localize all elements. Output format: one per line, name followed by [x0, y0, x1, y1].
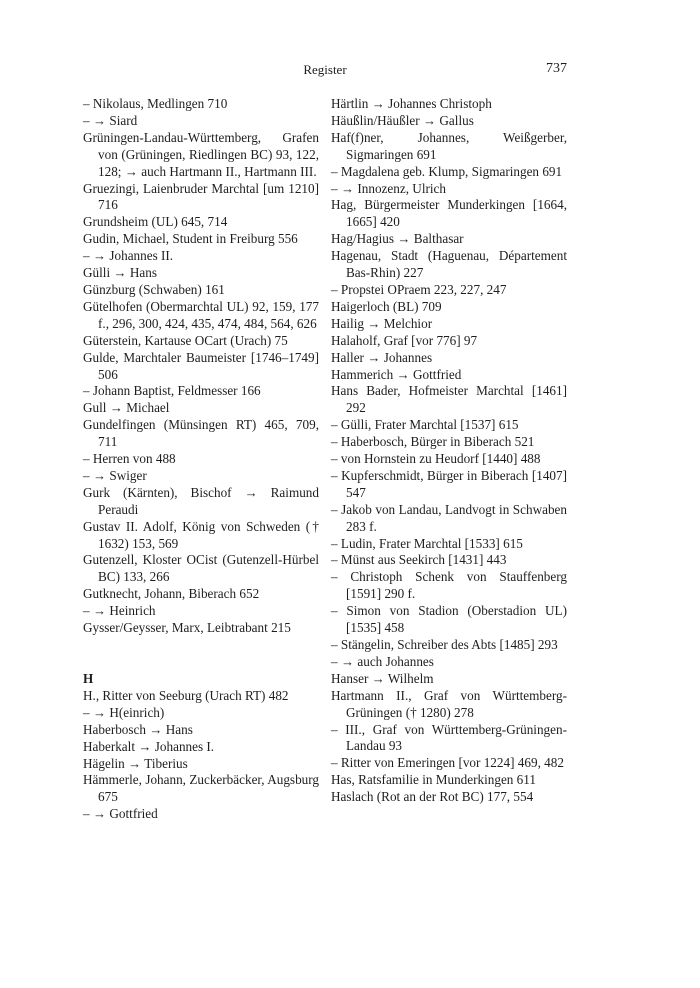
index-entry: – → auch Johannes: [331, 653, 434, 669]
index-entry: – → Johannes II.: [83, 248, 174, 264]
index-entry: Hans Bader, Hofmeister Marchtal [1461] 292: [331, 383, 567, 416]
index-entry: Grundsheim (UL) 645, 714: [83, 214, 228, 230]
index-entry: – Simon von Stadion (Oberstadion UL) [1535] 458: [331, 603, 567, 636]
page-number: 737: [546, 61, 567, 76]
running-head-title: Register: [303, 62, 347, 77]
index-entry: Härtlin → Johannes Christoph: [331, 96, 492, 111]
index-entry: – Nikolaus, Medlingen 710: [83, 96, 228, 111]
index-entry: Gysser/Geysser, Marx, Leibtrabant 215: [83, 620, 291, 636]
index-entry: Has, Ratsfamilie in Munderkingen 611: [331, 772, 536, 788]
index-column-left: [83, 96, 319, 823]
index-entry: Gütelhofen (Obermarchtal UL) 92, 159, 177 f., 296, 300, 424, 435, 474, 484, 564, 626: [83, 298, 319, 331]
index-entry: – Ludin, Frater Marchtal [1533] 615: [331, 535, 523, 551]
index-entry: H., Ritter von Seeburg (Urach RT) 482: [83, 687, 289, 703]
index-entry: Günzburg (Schwaben) 161: [83, 281, 225, 297]
index-entry: – Kupferschmidt, Bürger in Biberach [1407] 547: [331, 467, 567, 500]
index-entry: Haf(f)ner, Johannes, Weißgerber, Sigmaringen 691: [331, 129, 567, 162]
index-entry: – → Gottfried: [83, 806, 158, 822]
index-entry: Hailig → Melchior: [331, 315, 433, 331]
index-entry: Gutknecht, Johann, Biberach 652: [83, 586, 260, 602]
index-entry: – → Heinrich: [83, 603, 156, 619]
index-entry: Hag/Hagius → Balthasar: [331, 231, 464, 247]
index-entry: Hartmann II., Graf von Württemberg-Grüningen († 1280) 278: [331, 687, 567, 720]
index-column-right: [331, 96, 567, 806]
index-entry: Gurk (Kärnten), Bischof → Raimund Peraudi: [83, 484, 319, 517]
index-entry: Güterstein, Kartause OCart (Urach) 75: [83, 332, 288, 348]
index-entry: – Magdalena geb. Klump, Sigmaringen 691: [331, 163, 563, 179]
index-entry: – Stängelin, Schreiber des Abts [1485] 293: [331, 637, 558, 652]
index-entry: Haller → Johannes: [331, 349, 433, 365]
index-entry: – Herren von 488: [83, 451, 176, 467]
index-entry: – III., Graf von Württemberg-Grüningen-Landau 93: [331, 721, 567, 754]
index-entry: Gudin, Michael, Student in Freiburg 556: [83, 231, 298, 247]
index-entry: Gulde, Marchtaler Baumeister [1746–1749] 506: [83, 349, 319, 382]
index-entry: – → Swiger: [83, 467, 147, 483]
index-entry: Gundelfingen (Münsingen RT) 465, 709, 711: [83, 417, 319, 450]
index-entry: Häußlin/Häußler → Gallus: [331, 112, 474, 128]
index-entry: Halaholf, Graf [vor 776] 97: [331, 332, 478, 348]
section-letter-heading: H: [83, 671, 94, 686]
index-entry: – Ritter von Emeringen [vor 1224] 469, 482: [331, 755, 564, 771]
index-entry: – Haberbosch, Bürger in Biberach 521: [331, 434, 535, 450]
index-entry: Hämmerle, Johann, Zuckerbäcker, Augsburg 675: [83, 772, 319, 805]
running-header: [83, 62, 567, 82]
index-entry: Gülli → Hans: [83, 265, 157, 281]
index-entry: – → Siard: [83, 112, 138, 128]
index-entry: – Gülli, Frater Marchtal [1537] 615: [331, 417, 519, 433]
index-entry: Gruezingi, Laienbruder Marchtal [um 1210] 716: [83, 180, 319, 213]
index-entry: Haberkalt → Johannes I.: [83, 738, 215, 754]
index-entry: Hagenau, Stadt (Haguenau, Département Bas-Rhin) 227: [331, 248, 567, 281]
index-entry: – Christoph Schenk von Stauffenberg [1591] 290 f.: [331, 569, 567, 602]
index-entry: – Johann Baptist, Feldmesser 166: [83, 383, 261, 399]
index-entry: – → H(einrich): [83, 704, 165, 720]
index-entry: – von Hornstein zu Heudorf [1440] 488: [331, 451, 541, 467]
index-entry: Haberbosch → Hans: [83, 721, 193, 737]
index-entry: Gutenzell, Kloster OCist (Gutenzell-Hürbel BC) 133, 266: [83, 552, 319, 585]
index-entry: – Münst aus Seekirch [1431] 443: [331, 552, 507, 568]
index-entry: Hägelin → Tiberius: [83, 755, 188, 771]
index-entry: Grüningen-Landau-Württemberg, Grafen von (Grüningen, Riedlingen BC) 93, 122, 128; → auch Hartmann II., Hartmann III.: [83, 129, 319, 179]
index-entry: – → Innozenz, Ulrich: [331, 180, 446, 196]
index-entry: Hag, Bürgermeister Munderkingen [1664, 1665] 420: [331, 197, 567, 230]
index-entry: Gull → Michael: [83, 400, 170, 416]
index-entry: Gustav II. Adolf, König von Schweden († 1632) 153, 569: [83, 518, 319, 551]
index-entry: – Jakob von Landau, Landvogt in Schwaben 283 f.: [331, 501, 567, 534]
index-entry: Haslach (Rot an der Rot BC) 177, 554: [331, 789, 534, 805]
index-entry: Haigerloch (BL) 709: [331, 298, 442, 314]
index-entry: Hanser → Wilhelm: [331, 670, 434, 686]
index-entry: – Propstei OPraem 223, 227, 247: [331, 281, 507, 297]
index-entry: Hammerich → Gottfried: [331, 366, 462, 382]
